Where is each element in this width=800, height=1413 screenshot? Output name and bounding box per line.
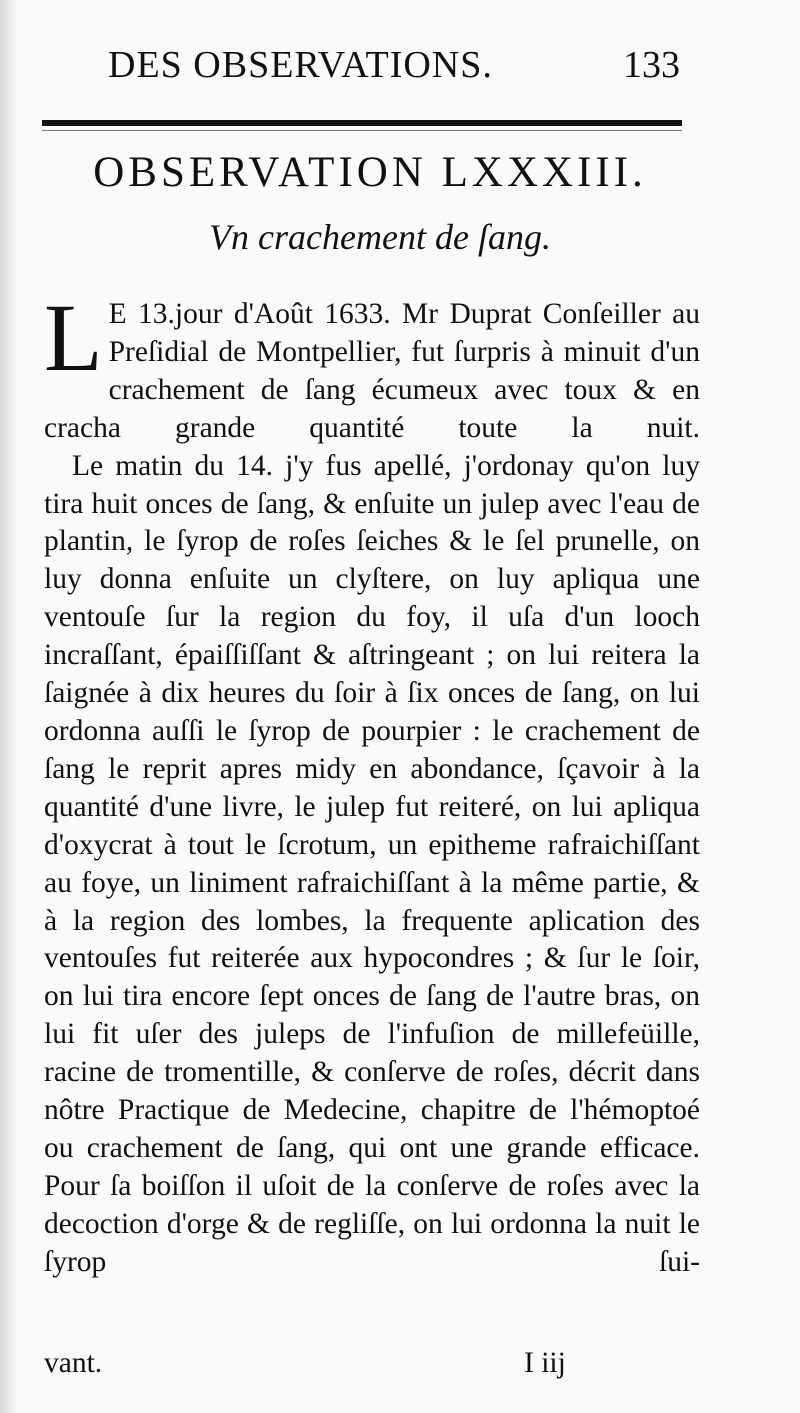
paragraph-1-text: E 13.jour d'Août 1633. Mr Duprat Conſeiller au Preſidial de Montpellier, fut ſurpris à minuit d'un crachement de ſang écumeux avec toux & en cracha grande quantité toute la nuit. xyxy=(44,298,700,444)
body-text xyxy=(44,284,700,1282)
signature-mark: I iij xyxy=(524,1347,566,1379)
running-title: DES OBSERVATIONS. xyxy=(108,44,493,86)
observation-title: OBSERVATION LXXXIII. xyxy=(93,149,647,196)
paragraph-2: Le matin du 14. j'y fus apellé, j'ordonay qu'on luy tira huit onces de ſang, & enſuite un julep avec l'eau de plantin, le ſyrop de roſes ſeiches & le ſel prunelle, on luy donna enſuite un clyſtere, on luy apliqua une ventouſe ſur la region du foy, il uſa d'un looch incraſſant, épaiſſiſſant & aſtringeant ; on lui reitera la ſaignée à dix heures du ſoir à ſix onces de ſang, on lui ordonna auſſi le ſyrop de pourpier : le crachement de ſang le reprit apres midy en abondance, ſçavoir à la quantité d'une livre, le julep fut reiteré, on lui apliqua d'oxycrat à tout le ſcrotum, un epitheme rafraichiſſant au foye, un liniment rafraichiſſant à la même partie, & à la region des lombes, la frequente aplication des ventouſes fut reiterée aux hypocondres ; & ſur le ſoir, on lui tira encore ſept onces de ſang de l'autre bras, on lui fit uſer des juleps de l'infuſion de millefeüille, racine de tromentille, & conſerve de roſes, décrit dans nôtre Practique de Medecine, chapitre de l'hémoptoé ou crachement de ſang, qui ont une grande efficace. Pour ſa boiſſon il uſoit de la conſerve de roſes avec la decoction d'orge & de regliſſe, on lui ordonna la nuit le ſyrop ſui- xyxy=(44,449,700,1278)
running-head xyxy=(100,40,680,90)
page-gutter-shadow xyxy=(0,0,18,1413)
header-rule-thin xyxy=(42,130,682,131)
paragraph-1 xyxy=(44,284,700,448)
page-number: 133 xyxy=(623,44,680,86)
page-footer-line xyxy=(44,1344,700,1384)
header-rule xyxy=(42,120,682,126)
drop-cap: L xyxy=(44,284,103,391)
observation-subtitle: Vn crachement de ſang. xyxy=(209,217,551,257)
last-word: vant. xyxy=(44,1347,103,1379)
